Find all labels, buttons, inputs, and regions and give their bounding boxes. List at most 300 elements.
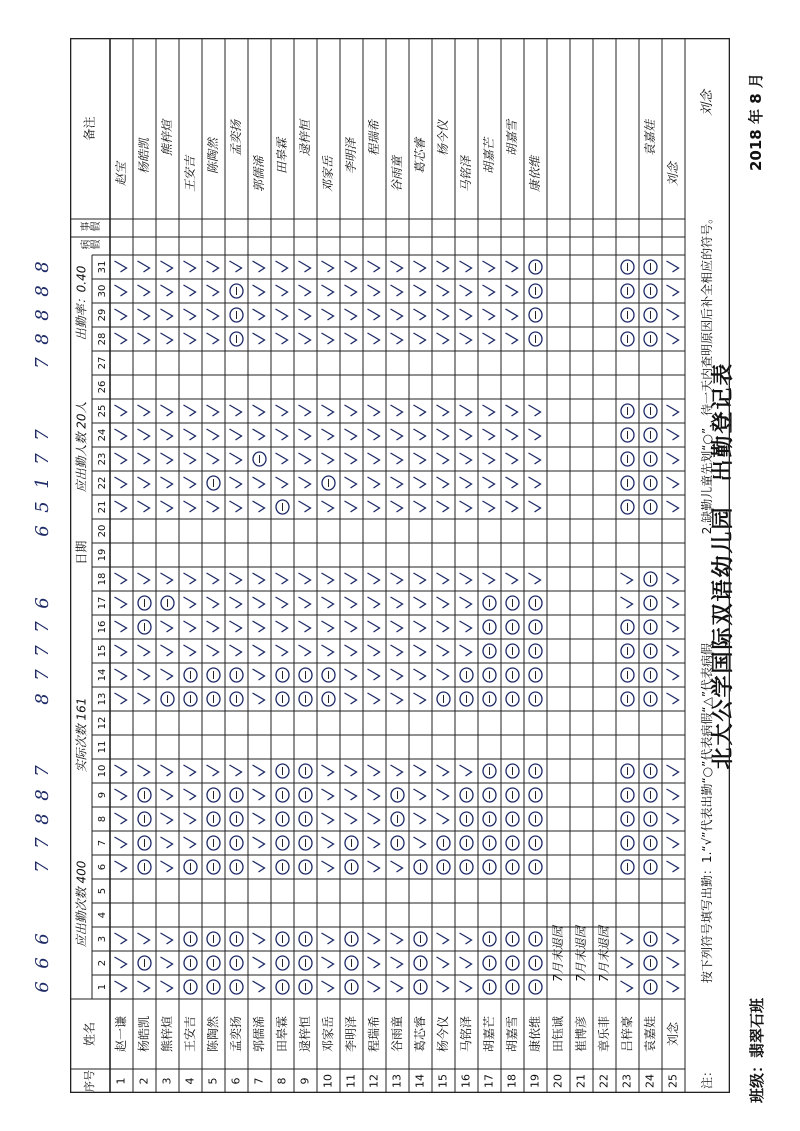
day-number: 12 [97, 716, 108, 730]
check-mark [345, 813, 357, 824]
remark-signature: 逯梓恒 [298, 119, 312, 157]
check-mark [322, 645, 334, 656]
check-mark [184, 477, 196, 488]
check-mark [529, 477, 541, 488]
check-mark [506, 573, 518, 584]
check-mark [368, 333, 380, 344]
row-name: 杨今仪 [436, 1015, 450, 1053]
check-mark [138, 453, 150, 464]
check-mark [253, 981, 265, 992]
check-mark [414, 837, 426, 848]
row-serial: 19 [528, 1074, 542, 1088]
check-mark [345, 573, 357, 584]
check-mark [184, 405, 196, 416]
check-mark [414, 597, 426, 608]
check-mark [483, 405, 495, 416]
check-mark [460, 477, 472, 488]
daily-total: 7 [32, 621, 53, 633]
check-mark [207, 453, 219, 464]
check-mark [391, 573, 403, 584]
check-mark [345, 669, 357, 680]
check-mark [322, 405, 334, 416]
check-mark [230, 645, 242, 656]
check-mark [161, 285, 173, 296]
remark-signature: 陈陶然 [206, 137, 220, 175]
day-number: 27 [97, 356, 108, 370]
remark-signature: 程瑞希 [367, 119, 381, 157]
check-mark [161, 837, 173, 848]
check-mark [368, 861, 380, 872]
check-mark [437, 453, 449, 464]
row-name: 郭儒浠 [252, 1015, 266, 1053]
check-mark [276, 477, 288, 488]
check-mark [322, 573, 334, 584]
check-mark [115, 261, 127, 272]
check-mark [322, 501, 334, 512]
check-mark [322, 621, 334, 632]
check-mark [345, 789, 357, 800]
remark-signature: 胡嘉雪 [505, 119, 519, 157]
check-mark [667, 837, 679, 848]
check-mark [161, 309, 173, 320]
check-mark [368, 309, 380, 320]
check-mark [230, 501, 242, 512]
check-mark [184, 501, 196, 512]
class-name: 翡翠石班 [748, 997, 766, 1058]
check-mark [437, 261, 449, 272]
check-mark [506, 333, 518, 344]
remark-signature: 刘念 [666, 161, 680, 187]
day-number: 15 [97, 644, 108, 658]
check-mark [667, 261, 679, 272]
check-mark [138, 405, 150, 416]
day-number: 11 [97, 740, 108, 754]
check-mark [506, 429, 518, 440]
check-mark [483, 501, 495, 512]
check-mark [115, 645, 127, 656]
check-mark [253, 573, 265, 584]
daily-total: 8 [32, 333, 53, 345]
check-mark [667, 333, 679, 344]
check-mark [345, 333, 357, 344]
check-mark [391, 453, 403, 464]
attendance-table [70, 38, 730, 1093]
check-mark [115, 933, 127, 944]
row-serial: 9 [298, 1077, 312, 1085]
day-number: 9 [97, 791, 108, 799]
check-mark [184, 621, 196, 632]
check-mark [460, 573, 472, 584]
check-mark [667, 693, 679, 704]
check-mark [299, 429, 311, 440]
check-mark [253, 837, 265, 848]
daily-total: 7 [32, 837, 53, 849]
check-mark [437, 333, 449, 344]
row-serial: 10 [321, 1074, 335, 1088]
row-serial: 23 [620, 1074, 634, 1088]
should-attend-note: 应出勤次数 400 [74, 860, 89, 948]
daily-total: 8 [32, 285, 53, 297]
check-mark [460, 957, 472, 968]
row-serial: 21 [574, 1074, 588, 1088]
check-mark [345, 765, 357, 776]
check-mark [391, 957, 403, 968]
day-number: 10 [97, 764, 108, 778]
row-name: 吕梓豪 [620, 1015, 634, 1053]
row-name: 谷雨童 [390, 1015, 404, 1053]
daily-total: 6 [32, 933, 53, 945]
check-mark [322, 981, 334, 992]
check-mark [184, 645, 196, 656]
row-serial: 1 [114, 1077, 128, 1085]
check-mark [207, 645, 219, 656]
row-name: 康依维 [528, 1015, 542, 1053]
check-mark [437, 309, 449, 320]
day-number: 8 [97, 815, 108, 823]
check-mark [138, 333, 150, 344]
check-mark [460, 621, 472, 632]
daily-total: 8 [32, 813, 53, 825]
check-mark [368, 813, 380, 824]
check-mark [253, 309, 265, 320]
check-mark [115, 285, 127, 296]
check-mark [621, 597, 633, 608]
check-mark [299, 597, 311, 608]
daily-total: 7 [32, 429, 53, 441]
check-mark [368, 573, 380, 584]
check-mark [391, 333, 403, 344]
class-label-text: 班级： [748, 1057, 766, 1103]
check-mark [345, 645, 357, 656]
check-mark [276, 453, 288, 464]
check-mark [391, 669, 403, 680]
check-mark [322, 957, 334, 968]
day-number: 29 [97, 308, 108, 322]
check-mark [368, 477, 380, 488]
row-serial: 6 [229, 1077, 243, 1085]
check-mark [414, 669, 426, 680]
check-mark [138, 645, 150, 656]
check-mark [161, 765, 173, 776]
daily-totals-row [22, 38, 62, 1093]
check-mark [368, 405, 380, 416]
check-mark [414, 693, 426, 704]
check-mark [391, 429, 403, 440]
check-mark [483, 477, 495, 488]
check-mark [115, 477, 127, 488]
check-mark [437, 933, 449, 944]
row-serial: 25 [666, 1074, 680, 1088]
check-mark [253, 333, 265, 344]
check-mark [184, 813, 196, 824]
remark-signature: 赵宝 [114, 161, 128, 187]
day-number: 18 [97, 572, 108, 586]
sick-header: 病假 [80, 241, 100, 252]
check-mark [667, 645, 679, 656]
remark-signature: 熊梓煊 [160, 119, 174, 157]
check-mark [207, 501, 219, 512]
check-mark [138, 669, 150, 680]
row-serial: 4 [183, 1077, 197, 1085]
daily-total: 7 [32, 765, 53, 777]
check-mark [115, 957, 127, 968]
row-name: 杨皓凯 [137, 1015, 151, 1053]
check-mark [391, 285, 403, 296]
check-mark [115, 309, 127, 320]
check-mark [460, 933, 472, 944]
check-mark [161, 501, 173, 512]
remark-signature: 邓家岳 [321, 155, 335, 193]
daily-total: 6 [32, 957, 53, 969]
row-name: 马铭泽 [459, 1015, 473, 1053]
check-mark [253, 813, 265, 824]
day-number: 20 [97, 524, 108, 538]
check-mark [529, 501, 541, 512]
check-mark [483, 573, 495, 584]
check-mark [483, 429, 495, 440]
check-mark [506, 405, 518, 416]
check-mark [483, 453, 495, 464]
check-mark [667, 789, 679, 800]
check-mark [667, 477, 679, 488]
check-mark [115, 453, 127, 464]
row-serial: 20 [551, 1074, 565, 1088]
check-mark [253, 477, 265, 488]
row-serial: 15 [436, 1074, 450, 1088]
check-mark [368, 597, 380, 608]
check-mark [368, 453, 380, 464]
row-name: 胡嘉雪 [505, 1015, 519, 1053]
check-mark [184, 573, 196, 584]
note-line-2: 2.缺勤儿童先划“○”，待一天内查明原因后补全相应的符号。 [700, 211, 714, 535]
check-mark [299, 621, 311, 632]
check-mark [345, 501, 357, 512]
daily-total: 7 [32, 861, 53, 873]
check-mark [161, 861, 173, 872]
row-serial: 14 [413, 1074, 427, 1088]
check-mark [161, 333, 173, 344]
remark-signature: 杨皓凯 [137, 137, 151, 175]
check-mark [414, 285, 426, 296]
day-number: 3 [97, 935, 108, 943]
check-mark [207, 765, 219, 776]
row-serial: 8 [275, 1077, 289, 1085]
check-mark [368, 261, 380, 272]
check-mark [437, 981, 449, 992]
check-mark [253, 597, 265, 608]
check-mark [322, 261, 334, 272]
daily-total: 7 [32, 357, 53, 369]
day-number: 24 [97, 428, 108, 442]
check-mark [621, 981, 633, 992]
check-mark [322, 309, 334, 320]
check-mark [207, 621, 219, 632]
day-number: 17 [97, 596, 108, 610]
check-mark [391, 597, 403, 608]
withdrawn-note: 7月末退园 [574, 926, 588, 982]
daily-total: 8 [32, 789, 53, 801]
check-mark [230, 429, 242, 440]
check-mark [368, 981, 380, 992]
check-mark [391, 765, 403, 776]
check-mark [184, 261, 196, 272]
check-mark [667, 621, 679, 632]
check-mark [161, 261, 173, 272]
remark-signature: 胡嘉芒 [482, 137, 496, 175]
check-mark [115, 981, 127, 992]
day-number: 22 [97, 476, 108, 490]
check-mark [667, 501, 679, 512]
check-mark [230, 597, 242, 608]
check-mark [437, 621, 449, 632]
day-number: 2 [97, 959, 108, 967]
check-mark [437, 429, 449, 440]
check-mark [322, 789, 334, 800]
check-mark [506, 477, 518, 488]
check-mark [437, 405, 449, 416]
check-mark [345, 477, 357, 488]
check-mark [230, 573, 242, 584]
check-mark [207, 309, 219, 320]
row-name: 崔博彦 [574, 1015, 588, 1053]
check-mark [414, 645, 426, 656]
check-mark [207, 261, 219, 272]
check-mark [368, 669, 380, 680]
check-mark [138, 261, 150, 272]
check-mark [276, 333, 288, 344]
check-mark [322, 453, 334, 464]
check-mark [667, 309, 679, 320]
check-mark [414, 573, 426, 584]
day-number: 5 [97, 887, 108, 895]
row-name: 邓家岳 [321, 1015, 335, 1053]
check-mark [138, 429, 150, 440]
note-signature: 刘念 [700, 89, 715, 117]
day-number: 13 [97, 692, 108, 706]
row-name: 田钰诚 [551, 1015, 565, 1053]
check-mark [115, 765, 127, 776]
check-mark [506, 309, 518, 320]
check-mark [437, 285, 449, 296]
check-mark [391, 981, 403, 992]
check-mark [391, 861, 403, 872]
check-mark [529, 573, 541, 584]
day-number: 31 [97, 260, 108, 274]
name-header: 姓名 [82, 1021, 97, 1047]
check-mark [667, 933, 679, 944]
check-mark [460, 981, 472, 992]
check-mark [322, 933, 334, 944]
note-label: 注： [700, 1064, 714, 1090]
check-mark [667, 453, 679, 464]
check-mark [460, 501, 472, 512]
day-number: 19 [97, 548, 108, 562]
check-mark [299, 645, 311, 656]
row-name: 王安吉 [183, 1015, 197, 1053]
check-mark [529, 453, 541, 464]
check-mark [345, 621, 357, 632]
row-name: 刘念 [666, 1021, 680, 1047]
check-mark [368, 645, 380, 656]
check-mark [138, 693, 150, 704]
day-number: 1 [97, 983, 108, 991]
check-mark [322, 429, 334, 440]
row-serial: 11 [344, 1074, 358, 1088]
check-mark [115, 501, 127, 512]
check-mark [437, 645, 449, 656]
check-mark [230, 621, 242, 632]
check-mark [322, 765, 334, 776]
check-mark [391, 621, 403, 632]
check-mark [161, 981, 173, 992]
check-mark [276, 645, 288, 656]
check-mark [322, 597, 334, 608]
check-mark [230, 765, 242, 776]
row-name: 章乐菲 [597, 1015, 611, 1053]
daily-total: 7 [32, 453, 53, 465]
remark-signature: 田皋霖 [275, 137, 289, 175]
row-serial: 24 [643, 1074, 657, 1088]
check-mark [506, 501, 518, 512]
check-mark [161, 405, 173, 416]
daily-total: 6 [32, 597, 53, 609]
check-mark [253, 261, 265, 272]
check-mark [621, 933, 633, 944]
check-mark [460, 333, 472, 344]
check-mark [230, 261, 242, 272]
check-mark [276, 597, 288, 608]
check-mark [345, 597, 357, 608]
day-number: 26 [97, 380, 108, 394]
daily-total: 8 [32, 693, 53, 705]
daily-total: 6 [32, 525, 53, 537]
check-mark [621, 573, 633, 584]
table-border [71, 39, 730, 1093]
check-mark [345, 309, 357, 320]
check-mark [115, 405, 127, 416]
remark-signature: 袁嘉娃 [643, 119, 657, 157]
check-mark [230, 477, 242, 488]
day-number: 25 [97, 404, 108, 418]
row-name: 田皋霖 [275, 1015, 289, 1053]
personal-header: 事假 [80, 223, 100, 234]
row-serial: 3 [160, 1077, 174, 1085]
day-number: 21 [97, 500, 108, 514]
attend-rate-note: 出勤率：0.40 [74, 265, 89, 341]
check-mark [322, 333, 334, 344]
check-mark [437, 669, 449, 680]
check-mark [667, 597, 679, 608]
check-mark [667, 429, 679, 440]
check-mark [161, 573, 173, 584]
check-mark [391, 309, 403, 320]
check-mark [368, 501, 380, 512]
day-number: 23 [97, 452, 108, 466]
check-mark [506, 285, 518, 296]
check-mark [115, 429, 127, 440]
check-mark [207, 405, 219, 416]
check-mark [184, 285, 196, 296]
check-mark [460, 597, 472, 608]
check-mark [161, 429, 173, 440]
check-mark [115, 837, 127, 848]
check-mark [414, 453, 426, 464]
check-mark [184, 789, 196, 800]
remark-header: 备注 [82, 116, 97, 141]
row-name: 赵一谦 [114, 1015, 128, 1053]
check-mark [506, 261, 518, 272]
serial-header: 序号 [83, 1070, 96, 1092]
